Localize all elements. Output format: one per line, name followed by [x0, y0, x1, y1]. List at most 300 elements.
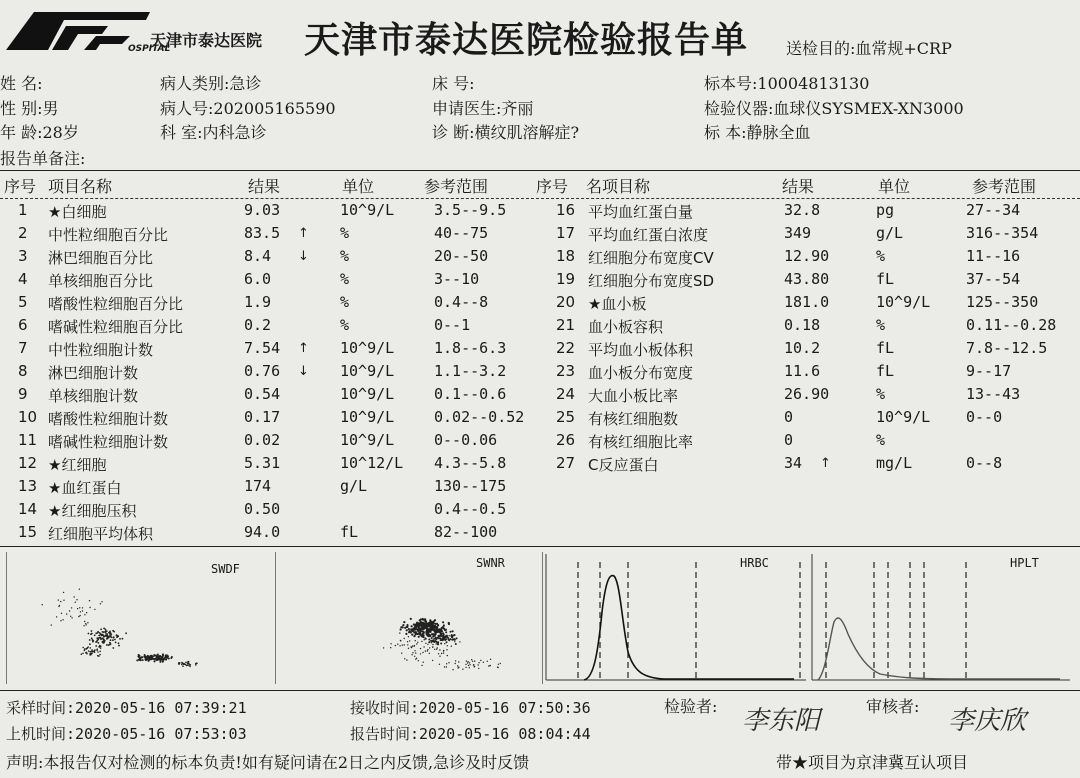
- scatter-dot: [80, 611, 81, 612]
- scatter-dot: [413, 623, 415, 625]
- scatter-dot: [112, 630, 114, 632]
- scatter-dot: [86, 612, 87, 613]
- item-unit: 10^9/L: [340, 201, 395, 219]
- scatter-dot: [141, 656, 143, 658]
- scatter-dot: [420, 653, 421, 654]
- scatter-dot: [112, 639, 114, 641]
- scatter-dot: [429, 653, 430, 654]
- scatter-dot: [447, 637, 449, 639]
- scatter-dot: [390, 643, 391, 644]
- item-unit: %: [876, 316, 886, 334]
- scatter-dot: [185, 662, 187, 664]
- item-unit: 10^9/L: [876, 408, 931, 426]
- scatter-dot: [84, 621, 85, 622]
- item-unit: %: [876, 385, 886, 403]
- scatter-dot: [498, 664, 499, 665]
- scatter-dot: [83, 625, 84, 626]
- scatter-dot: [440, 634, 442, 636]
- scatter-dot: [96, 648, 98, 650]
- scatter-dot: [98, 635, 100, 637]
- scatter-dot: [145, 659, 147, 661]
- item-unit: %: [340, 293, 350, 311]
- scatter-dot: [84, 648, 86, 650]
- scatter-dot: [421, 635, 423, 637]
- item-unit: 10^9/L: [340, 362, 395, 380]
- scatter-dot: [448, 623, 450, 625]
- item-reference-range: 1.8--6.3: [434, 339, 507, 357]
- scatter-dot: [99, 654, 101, 656]
- item-unit: fL: [876, 270, 895, 288]
- requesting-doctor: 申请医生:齐丽: [432, 99, 534, 118]
- scatter-dot: [444, 629, 446, 631]
- scatter-dot: [422, 652, 423, 653]
- scatter-dot: [411, 654, 412, 655]
- abnormal-flag: ↓: [298, 249, 309, 264]
- hrbc-histogram-svg: [544, 552, 810, 684]
- item-unit: %: [340, 270, 350, 288]
- scatter-dot: [85, 648, 87, 650]
- scatter-dot: [434, 649, 435, 650]
- item-number: 12: [18, 454, 38, 472]
- scatter-dot: [438, 631, 440, 633]
- scatter-dot: [432, 626, 434, 628]
- item-name: 平均血红蛋白量: [588, 203, 694, 221]
- scatter-dot: [406, 626, 408, 628]
- scatter-dot: [159, 661, 161, 663]
- scatter-dot: [71, 607, 72, 608]
- scatter-dot: [100, 645, 102, 647]
- col-header-result-left: 结果: [248, 177, 281, 196]
- item-result: 6.0: [244, 270, 272, 288]
- scatter-dot: [77, 608, 78, 609]
- item-number: 13: [18, 477, 38, 495]
- scatter-dot: [429, 647, 430, 648]
- scatter-dot: [446, 641, 448, 643]
- item-result: 1.9: [244, 293, 272, 311]
- scatter-dot: [457, 665, 458, 666]
- scatter-dot: [436, 638, 437, 639]
- scatter-dot: [170, 657, 172, 659]
- scatter-dot: [418, 636, 420, 638]
- scatter-dot: [184, 663, 186, 665]
- scatter-dot: [421, 628, 423, 630]
- item-number: 19: [556, 270, 576, 288]
- scatter-dot: [439, 649, 440, 650]
- reviewer-label: 审核者:: [866, 697, 920, 716]
- report-remark: 报告单备注:: [0, 149, 86, 168]
- item-reference-range: 0.4--0.5: [434, 500, 507, 518]
- item-number: 23: [556, 362, 576, 380]
- scatter-dot: [97, 655, 99, 657]
- scatter-dot: [195, 663, 197, 665]
- scatter-dot: [424, 618, 426, 620]
- scatter-dot: [118, 642, 120, 644]
- scatter-dot: [188, 661, 190, 663]
- scatter-dot: [158, 659, 160, 661]
- scatter-dot: [66, 613, 67, 614]
- item-number: 14: [18, 500, 38, 518]
- scatter-dot: [105, 629, 107, 631]
- scatter-dot: [435, 631, 437, 633]
- item-number: 5: [18, 293, 28, 311]
- scatter-dot: [144, 654, 146, 656]
- item-unit: 10^9/L: [340, 339, 395, 357]
- item-name: 红细胞分布宽度SD: [588, 272, 715, 290]
- scatter-dot: [81, 653, 83, 655]
- scatter-dot: [96, 641, 98, 643]
- scatter-dot: [148, 658, 150, 660]
- scatter-dot: [383, 647, 384, 648]
- scatter-dot: [418, 633, 420, 635]
- scatter-dot: [110, 643, 112, 645]
- scatter-dot: [95, 645, 97, 647]
- scatter-dot: [412, 645, 413, 646]
- item-result: 10.2: [784, 339, 821, 357]
- scatter-dot: [85, 652, 87, 654]
- scatter-dot: [432, 660, 433, 661]
- scatter-dot: [435, 643, 436, 644]
- scatter-dot: [416, 622, 418, 624]
- scatter-dot: [409, 640, 410, 641]
- scatter-dot: [97, 651, 99, 653]
- item-unit: 10^9/L: [340, 431, 395, 449]
- table-header-rule: [0, 198, 1080, 199]
- scatter-dot: [102, 635, 104, 637]
- swnr-scatter-plot: [276, 552, 543, 684]
- scatter-dot: [98, 646, 100, 648]
- scatter-dot: [103, 631, 105, 633]
- item-result: 174: [244, 477, 272, 495]
- abnormal-flag: ↓: [298, 364, 309, 379]
- scatter-dot: [416, 643, 417, 644]
- col-header-no-right: 序号: [536, 177, 569, 196]
- scatter-dot: [427, 625, 429, 627]
- scatter-dot: [59, 605, 60, 606]
- scatter-dot: [62, 619, 63, 620]
- item-name: 血小板分布宽度: [588, 364, 694, 382]
- item-name: 平均血红蛋白浓度: [588, 226, 709, 244]
- item-number: 2: [18, 224, 28, 242]
- scatter-dot: [114, 639, 116, 641]
- scatter-dot: [432, 647, 433, 648]
- scatter-dot: [136, 659, 138, 661]
- scatter-dot: [179, 663, 181, 665]
- scatter-dot: [456, 637, 458, 639]
- item-result: 0.02: [244, 431, 281, 449]
- item-result: 0: [784, 431, 794, 449]
- abnormal-flag: ↑: [820, 456, 831, 471]
- patient-id: 病人号:202005165590: [160, 99, 336, 118]
- hplt-label: HPLT: [1010, 556, 1039, 570]
- receive-time: 接收时间:2020-05-16 07:50:36: [350, 699, 591, 717]
- scatter-dot: [474, 660, 475, 661]
- scatter-dot: [454, 641, 455, 642]
- scatter-dot: [432, 629, 434, 631]
- item-result: 0.50: [244, 500, 281, 518]
- scatter-dot: [465, 664, 466, 665]
- scatter-dot: [429, 619, 431, 621]
- scatter-dot: [468, 661, 469, 662]
- scatter-dot: [82, 653, 84, 655]
- scatter-dot: [71, 617, 72, 618]
- item-result: 34: [784, 454, 803, 472]
- abnormal-flag: ↑: [298, 341, 309, 356]
- scatter-dot: [103, 640, 105, 642]
- scatter-dot: [94, 651, 96, 653]
- scatter-dot: [450, 631, 452, 633]
- scatter-dot: [427, 633, 429, 635]
- scatter-dot: [113, 637, 115, 639]
- item-result: 26.90: [784, 385, 830, 403]
- scatter-dot: [436, 649, 437, 650]
- scatter-dot: [78, 616, 79, 617]
- scatter-dot: [155, 655, 157, 657]
- logo-subtitle: OSPITAL: [128, 44, 171, 54]
- scatter-dot: [421, 665, 422, 666]
- item-result: 181.0: [784, 293, 830, 311]
- scatter-dot: [414, 656, 415, 657]
- scatter-dot: [443, 652, 444, 653]
- item-result: 94.0: [244, 523, 281, 541]
- scatter-dot: [399, 632, 400, 633]
- patient-name: 姓 名:: [0, 74, 43, 93]
- scatter-dot: [458, 661, 459, 662]
- scatter-dot: [82, 610, 83, 611]
- scatter-dot: [469, 662, 470, 663]
- scatter-dot: [469, 667, 470, 668]
- scatter-dot: [404, 658, 405, 659]
- scatter-dot: [431, 637, 433, 639]
- scatter-dot: [449, 638, 451, 640]
- item-reference-range: 0.11--0.28: [966, 316, 1057, 334]
- scatter-dot: [390, 647, 391, 648]
- scatter-dot: [406, 629, 408, 631]
- scatter-dot: [478, 668, 479, 669]
- scatter-dot: [119, 638, 121, 640]
- scatter-dot: [469, 664, 470, 665]
- item-result: 349: [784, 224, 812, 242]
- scatter-dot: [79, 607, 80, 608]
- patient-category: 病人类别:急诊: [160, 74, 262, 93]
- item-unit: 10^12/L: [340, 454, 404, 472]
- item-reference-range: 0.1--0.6: [434, 385, 507, 403]
- scatter-dot: [117, 635, 119, 637]
- scatter-dot: [98, 642, 100, 644]
- bed-number: 床 号:: [432, 74, 475, 93]
- scatter-dot: [427, 649, 428, 650]
- scatter-dot: [490, 665, 491, 666]
- item-reference-range: 0--8: [966, 454, 1003, 472]
- scatter-dot: [116, 634, 118, 636]
- scatter-dot: [440, 643, 442, 645]
- item-name: 嗜碱性粒细胞计数: [48, 433, 169, 451]
- scatter-dot: [437, 647, 438, 648]
- hplt-histogram-svg: [810, 552, 1074, 684]
- scatter-dot: [154, 660, 156, 662]
- item-reference-range: 13--43: [966, 385, 1021, 403]
- scatter-dot: [76, 599, 77, 600]
- scatter-dot: [415, 652, 416, 653]
- item-name: 嗜酸性粒细胞计数: [48, 410, 169, 428]
- scatter-dot: [433, 641, 435, 643]
- scatter-dot: [478, 662, 479, 663]
- scatter-dot: [451, 646, 452, 647]
- scatter-dot: [467, 662, 468, 663]
- item-number: 10: [18, 408, 38, 426]
- scatter-dot: [432, 636, 434, 638]
- scatter-dot: [452, 639, 453, 640]
- item-reference-range: 125--350: [966, 293, 1039, 311]
- scatter-dot: [82, 607, 83, 608]
- scatter-dot: [497, 667, 498, 668]
- swdf-label: SWDF: [211, 562, 240, 576]
- scatter-dot: [99, 637, 101, 639]
- item-reference-range: 3.5--9.5: [434, 201, 507, 219]
- item-result: 11.6: [784, 362, 821, 380]
- scatter-dot: [187, 662, 189, 664]
- scatter-dot: [138, 657, 140, 659]
- scatter-dot: [79, 615, 80, 616]
- scatter-dot: [97, 632, 99, 634]
- item-unit: %: [340, 247, 350, 265]
- scatter-dot: [91, 633, 93, 635]
- swnr-label: SWNR: [476, 556, 505, 570]
- scatter-dot: [110, 639, 112, 641]
- machine-time: 上机时间:2020-05-16 07:53:03: [6, 725, 247, 743]
- item-name: 有核红细胞比率: [588, 433, 694, 451]
- specimen-number: 标本号:10004813130: [704, 74, 870, 93]
- scatter-dot: [60, 601, 61, 602]
- reviewer-signature: 李庆欣: [948, 706, 1027, 736]
- scatter-dot: [108, 644, 110, 646]
- report-title: 天津市泰达医院检验报告单: [304, 20, 749, 61]
- scatter-dot: [427, 644, 428, 645]
- scatter-dot: [397, 644, 398, 645]
- scatter-dot: [138, 659, 140, 661]
- scatter-dot: [428, 639, 430, 641]
- item-result: 0.18: [784, 316, 821, 334]
- item-name: 淋巴细胞百分比: [48, 249, 154, 267]
- disclaimer: 声明:本报告仅对检测的标本负责!如有疑问请在2日之内反馈,急诊及时反馈: [6, 753, 530, 772]
- item-result: 83.5: [244, 224, 281, 242]
- scatter-dot: [459, 641, 460, 642]
- item-number: 17: [556, 224, 576, 242]
- scatter-dot: [82, 647, 84, 649]
- swnr-scatter-svg: [276, 552, 542, 684]
- item-number: 20: [556, 293, 576, 311]
- item-result: 0.17: [244, 408, 281, 426]
- item-reference-range: 0.4--8: [434, 293, 489, 311]
- scatter-dot: [425, 650, 426, 651]
- item-name: 血小板容积: [588, 318, 664, 336]
- scatter-dot: [411, 634, 413, 636]
- item-name: ★血红蛋白: [48, 479, 122, 497]
- scatter-dot: [108, 632, 110, 634]
- item-number: 9: [18, 385, 28, 403]
- scatter-dot: [75, 602, 76, 603]
- scatter-dot: [89, 600, 90, 601]
- item-number: 26: [556, 431, 576, 449]
- scatter-dot: [90, 647, 92, 649]
- scatter-dot: [443, 633, 444, 634]
- scatter-dot: [439, 664, 440, 665]
- scatter-dot: [102, 638, 104, 640]
- item-number: 4: [18, 270, 28, 288]
- scatter-dot: [122, 638, 124, 640]
- scatter-dot: [455, 660, 456, 661]
- item-name: 红细胞平均体积: [48, 525, 154, 543]
- col-header-range-left: 参考范围: [424, 177, 489, 196]
- item-reference-range: 11--16: [966, 247, 1021, 265]
- scatter-dot: [142, 659, 144, 661]
- scatter-dot: [157, 655, 159, 657]
- scatter-dot: [69, 610, 70, 611]
- item-number: 7: [18, 339, 28, 357]
- item-reference-range: 0--1: [434, 316, 471, 334]
- scatter-dot: [413, 646, 414, 647]
- scatter-dot: [63, 592, 64, 593]
- item-result: 8.4: [244, 247, 272, 265]
- scatter-dot: [425, 643, 426, 644]
- item-reference-range: 130--175: [434, 477, 507, 495]
- item-name: 红细胞分布宽度CV: [588, 249, 714, 267]
- scatter-dot: [159, 655, 161, 657]
- item-result: 0.54: [244, 385, 281, 403]
- star-note: 带★项目为京津冀互认项目: [776, 753, 969, 772]
- item-unit: fL: [340, 523, 359, 541]
- patient-sex: 性 别:男: [0, 99, 59, 118]
- scatter-dot: [428, 642, 429, 643]
- item-unit: 10^9/L: [876, 293, 931, 311]
- scatter-dot: [94, 649, 96, 651]
- item-result: 5.31: [244, 454, 281, 472]
- scatter-dot: [418, 660, 419, 661]
- item-unit: g/L: [340, 477, 368, 495]
- item-number: 27: [556, 454, 576, 472]
- scatter-dot: [471, 659, 472, 660]
- scatter-dot: [91, 637, 93, 639]
- item-name: ★红细胞: [48, 456, 107, 474]
- scatter-dot: [437, 643, 438, 644]
- scatter-dot: [414, 627, 416, 629]
- scatter-dot: [417, 628, 419, 630]
- scatter-dot: [448, 662, 449, 663]
- hrbc-histogram: [544, 552, 810, 684]
- item-name: 单核细胞计数: [48, 387, 139, 405]
- item-name: 淋巴细胞计数: [48, 364, 139, 382]
- scatter-dot: [427, 650, 428, 651]
- scatter-dot: [447, 655, 448, 656]
- scatter-dot: [96, 637, 98, 639]
- item-reference-range: 316--354: [966, 224, 1039, 242]
- scatter-dot: [60, 620, 61, 621]
- scatter-dot: [90, 653, 92, 655]
- scatter-dot: [446, 649, 447, 650]
- scatter-dot: [436, 623, 438, 625]
- scatter-dot: [395, 645, 396, 646]
- scatter-dot: [500, 663, 501, 664]
- item-name: ★白细胞: [48, 203, 107, 221]
- test-purpose: 送检目的:血常规+CRP: [786, 39, 952, 58]
- hrbc-label: HRBC: [740, 556, 769, 570]
- hplt-histogram: [810, 552, 1074, 684]
- item-reference-range: 0.02--0.52: [434, 408, 525, 426]
- item-number: 24: [556, 385, 576, 403]
- scatter-dot: [79, 589, 80, 590]
- scatter-dot: [474, 666, 475, 667]
- scatter-dot: [423, 646, 424, 647]
- scatter-dot: [490, 659, 491, 660]
